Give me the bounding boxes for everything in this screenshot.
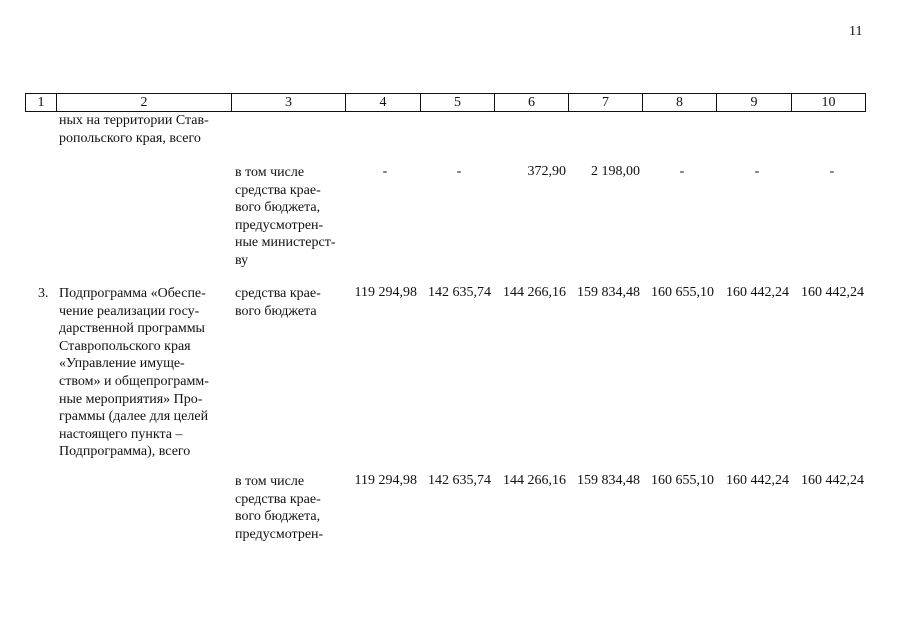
text-line: ных на территории Став-: [59, 113, 209, 128]
value-cell: 119 294,98: [354, 473, 417, 488]
value-cell: 142 635,74: [428, 473, 491, 488]
header-cell: 1: [26, 94, 57, 112]
text-line: средства крае-: [235, 286, 321, 301]
value-cell: 160 442,24: [726, 473, 789, 488]
funding-source-regional: [235, 285, 343, 320]
text-line: средства крае-: [235, 182, 321, 198]
header-cell: 9: [717, 94, 792, 112]
value-cell: 159 834,48: [577, 285, 640, 300]
text-line: ством» и общепрограмм-: [59, 373, 209, 389]
value-cell: -: [382, 164, 388, 179]
value-cell: -: [456, 164, 462, 179]
value-cell: 372,90: [527, 164, 566, 179]
text-line: вого бюджета,: [235, 509, 321, 525]
text-line: «Управление имуще-: [59, 356, 185, 372]
value-cell: 159 834,48: [577, 473, 640, 488]
header-cell: 5: [421, 94, 495, 112]
header-cell: 6: [495, 94, 569, 112]
header-cell: 10: [792, 94, 866, 112]
text-line: ву: [235, 252, 249, 268]
text-line: предусмотрен-: [235, 217, 324, 233]
header-cell: 2: [57, 94, 232, 112]
value-cell: 160 442,24: [801, 473, 864, 488]
text-line: Ставропольского края: [59, 338, 191, 354]
text-line: ные министерст-: [235, 235, 336, 251]
value-cell: 160 655,10: [651, 473, 714, 488]
text-line: граммы (далее для целей: [59, 409, 209, 425]
text-line: дарственной программы: [59, 321, 205, 337]
text-line: ные мероприятия» Про-: [59, 391, 203, 407]
page-number: 11: [849, 24, 863, 39]
text-line: настоящего пункта –: [59, 426, 183, 442]
text-line: вого бюджета: [235, 303, 317, 319]
value-cell: -: [754, 164, 760, 179]
header-cell: 7: [569, 94, 643, 112]
funding-source-ministry: [235, 164, 343, 270]
header-cell: 3: [232, 94, 346, 112]
value-cell: -: [829, 164, 835, 179]
text-line: предусмотрен-: [235, 526, 324, 542]
text-line: чение реализации госу-: [59, 303, 200, 319]
value-cell: 2 198,00: [591, 164, 640, 179]
value-cell: 160 655,10: [651, 285, 714, 300]
funding-source-including: [235, 473, 343, 543]
value-cell: 142 635,74: [428, 285, 491, 300]
text-line: в том числе: [235, 165, 305, 180]
value-cell: -: [679, 164, 685, 179]
header-cell: 8: [643, 94, 717, 112]
header-cell: 4: [346, 94, 421, 112]
table-header: [25, 93, 866, 112]
value-cell: 160 442,24: [726, 285, 789, 300]
text-line: вого бюджета,: [235, 200, 321, 216]
text-line: Подпрограмма), всего: [59, 444, 191, 460]
subprogram-3-label: [59, 285, 229, 461]
value-cell: 144 266,16: [503, 473, 566, 488]
value-cell: 119 294,98: [354, 285, 417, 300]
row-label-continuation: [59, 112, 229, 147]
header-row: [26, 94, 866, 112]
value-cell: 144 266,16: [503, 285, 566, 300]
text-line: Подпрограмма «Обеспе-: [59, 286, 206, 301]
text-line: в том числе: [235, 474, 305, 489]
value-cell: 160 442,24: [801, 285, 864, 300]
text-line: средства крае-: [235, 491, 321, 507]
text-line: ропольского края, всего: [59, 130, 201, 146]
row-index: 3.: [38, 286, 49, 301]
